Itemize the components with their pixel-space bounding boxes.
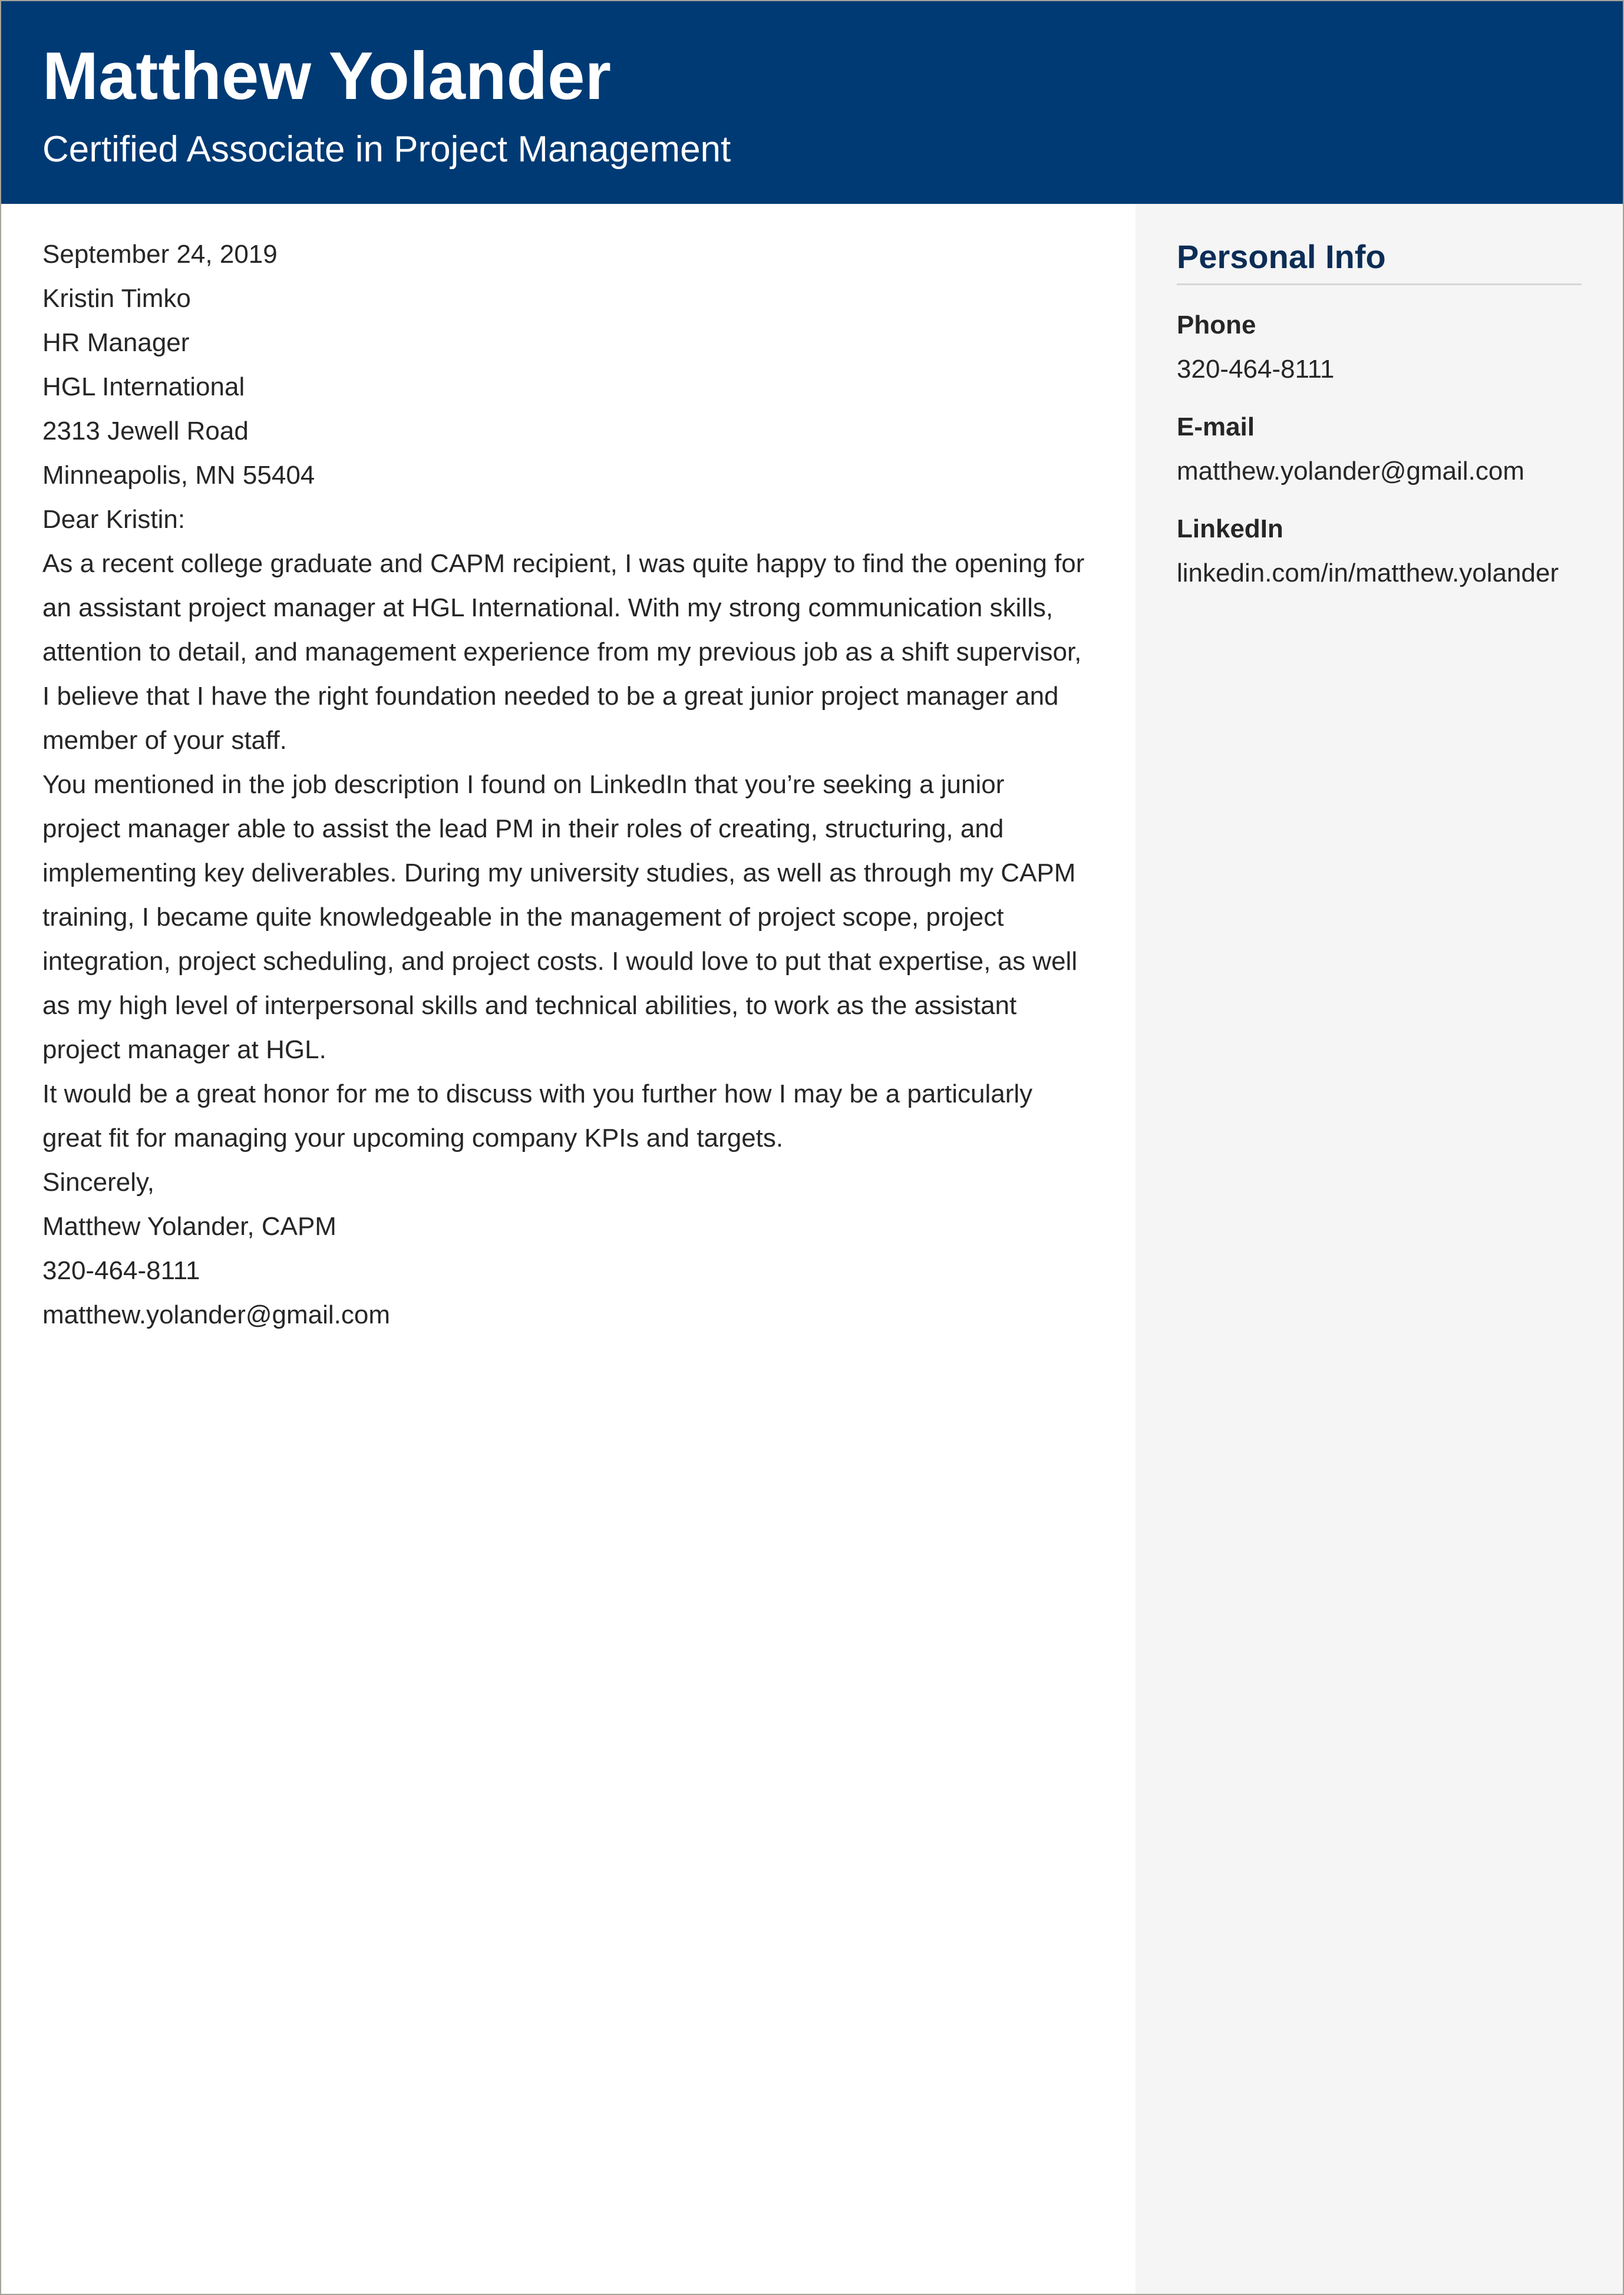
paragraph-line: You mentioned in the job description I found on LinkedIn that you’re seeking a junior xyxy=(42,770,1005,799)
recipient-street: 2313 Jewell Road xyxy=(42,417,249,445)
paragraph-line: training, I became quite knowledgeable in the management of project scope, project xyxy=(42,903,1004,932)
paragraph-line: I believe that I have the right foundation needed to be a great junior project manager and xyxy=(42,682,1059,711)
paragraph-line: It would be a great honor for me to discuss with you further how I may be a particularly xyxy=(42,1079,1033,1108)
sidebar-divider xyxy=(1177,283,1582,285)
letter-body xyxy=(42,232,1103,1337)
linkedin-label: LinkedIn xyxy=(1177,514,1283,543)
recipient-address xyxy=(42,276,1103,497)
recipient-city: Minneapolis, MN 55404 xyxy=(42,461,315,490)
body-paragraph-1 xyxy=(42,541,1103,762)
letter-date: September 24, 2019 xyxy=(42,240,278,269)
paragraph-line: attention to detail, and management experience from my previous job as a shift supervisor, xyxy=(42,638,1082,666)
applicant-name: Matthew Yolander xyxy=(42,39,611,114)
phone-value: 320-464-8111 xyxy=(1177,355,1335,384)
signature-name: Matthew Yolander, CAPM xyxy=(42,1212,336,1241)
signature-phone: 320-464-8111 xyxy=(42,1256,200,1285)
contact-email xyxy=(1177,405,1601,493)
paragraph-line: As a recent college graduate and CAPM recipient, I was quite happy to find the opening for xyxy=(42,549,1085,578)
paragraph-line: member of your staff. xyxy=(42,726,287,755)
email-value: matthew.yolander@gmail.com xyxy=(1177,457,1525,486)
signature-email: matthew.yolander@gmail.com xyxy=(42,1300,391,1329)
recipient-company: HGL International xyxy=(42,372,245,401)
paragraph-line: implementing key deliverables. During my university studies, as well as through my CAPM xyxy=(42,858,1076,887)
contact-linkedin xyxy=(1177,507,1601,595)
paragraph-line: integration, project scheduling, and project costs. I would love to put that expertise, as well xyxy=(42,947,1078,976)
paragraph-line: an assistant project manager at HGL International. With my strong communication skills, xyxy=(42,593,1054,622)
contact-phone xyxy=(1177,303,1601,391)
applicant-title: Certified Associate in Project Management xyxy=(42,129,731,170)
paragraph-line: great fit for managing your upcoming company KPIs and targets. xyxy=(42,1124,784,1153)
linkedin-value: linkedin.com/in/matthew.yolander xyxy=(1177,559,1559,587)
signature-block xyxy=(42,1204,1103,1337)
closing: Sincerely, xyxy=(42,1168,154,1197)
email-label: E-mail xyxy=(1177,412,1255,441)
sidebar-title: Personal Info xyxy=(1177,238,1386,275)
phone-label: Phone xyxy=(1177,311,1256,339)
personal-info-sidebar xyxy=(1136,204,1623,2294)
body-paragraph-2 xyxy=(42,762,1103,1072)
body-paragraph-3 xyxy=(42,1072,1103,1160)
letter-header xyxy=(1,1,1623,204)
paragraph-line: as my high level of interpersonal skills and technical abilities, to work as the assistant xyxy=(42,991,1017,1020)
paragraph-line: project manager able to assist the lead PM in their roles of creating, structuring, and xyxy=(42,814,1004,843)
salutation: Dear Kristin: xyxy=(42,505,186,534)
recipient-position: HR Manager xyxy=(42,328,190,357)
recipient-name: Kristin Timko xyxy=(42,284,191,313)
paragraph-line: project manager at HGL. xyxy=(42,1035,326,1064)
